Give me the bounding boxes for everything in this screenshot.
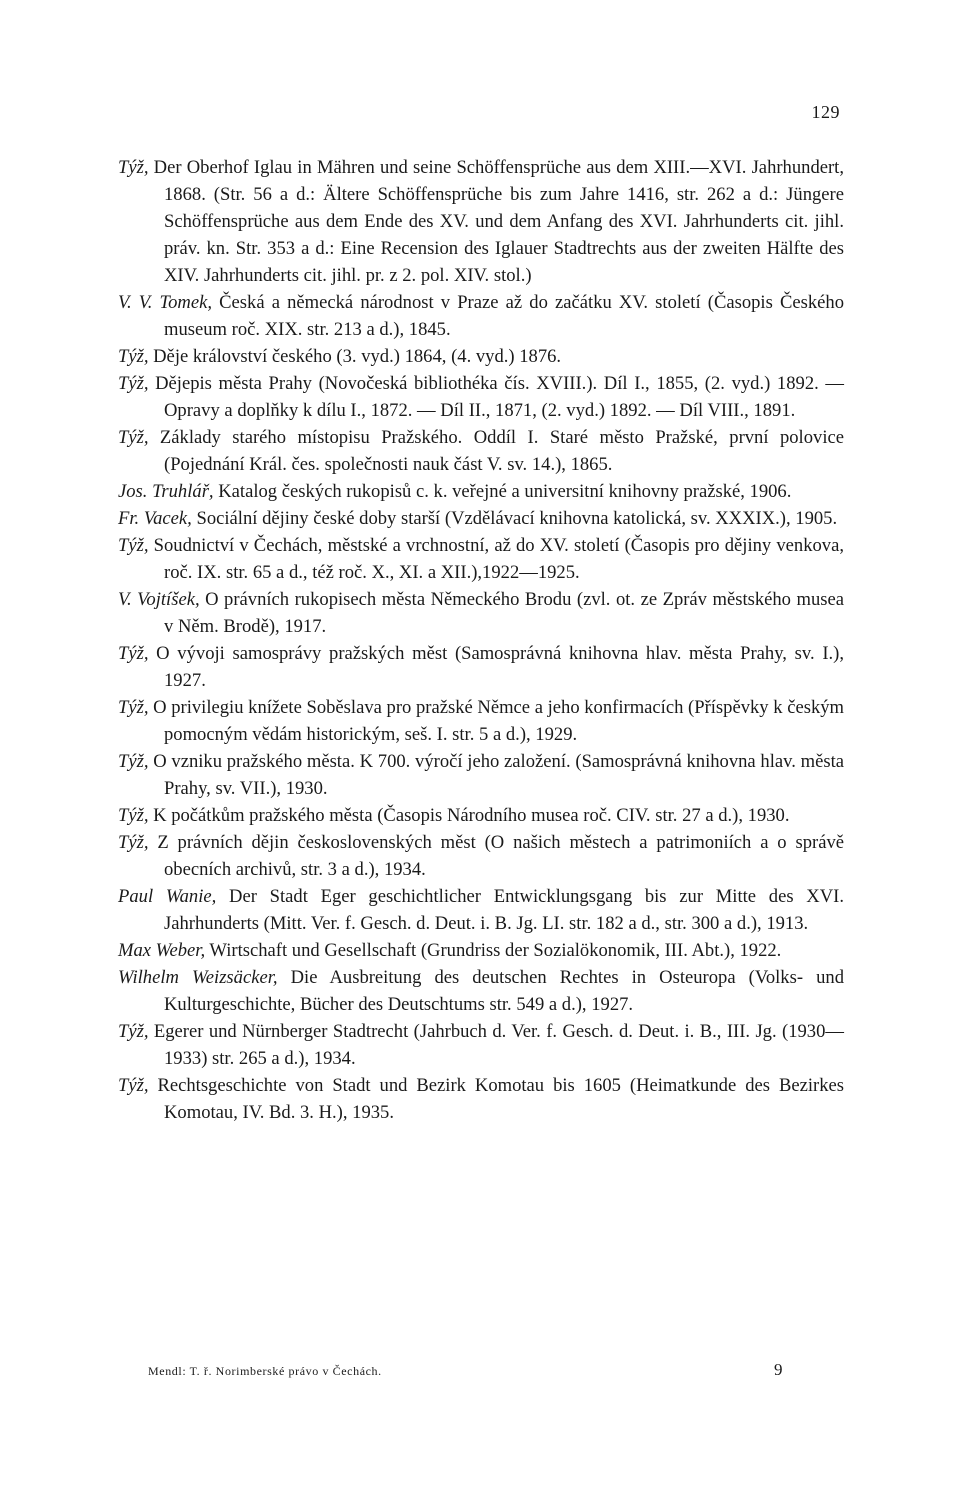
entry-text: Česká a německá národnost v Praze až do začátku XV. století (Časopis Českého museum roč. XIX. str. 213 a d.), 1845. xyxy=(164,292,845,340)
entry-author: Týž, xyxy=(118,373,149,394)
entry-text: O privilegiu knížete Soběslava pro pražské Němce a jeho konfirmacích (Příspěvky k českým pomocným vědám historickým, seš. I. str. 5 a d.), 1929. xyxy=(148,697,844,745)
entry-author: Paul Wanie, xyxy=(118,886,217,907)
bibliography-entry xyxy=(118,532,844,586)
entry-author: Týž, xyxy=(118,346,149,367)
entry-author: Wilhelm Weizsäcker, xyxy=(118,967,278,988)
entry-author: V. Vojtíšek, xyxy=(118,589,200,610)
entry-text: Katalog českých rukopisů c. k. veřejné a universitní knihovny pražské, 1906. xyxy=(213,481,792,502)
bibliography-entry xyxy=(118,289,844,343)
entry-text: K počátkům pražského města (Časopis Národního musea roč. CIV. str. 27 a d.), 1930. xyxy=(148,805,790,826)
entry-author: Týž, xyxy=(118,1021,149,1042)
entry-author: Týž, xyxy=(118,751,149,772)
entry-text: Wirtschaft und Gesellschaft (Grundriss der Sozialökonomik, III. Abt.), 1922. xyxy=(205,940,782,961)
bibliography-entry xyxy=(118,343,844,370)
entry-text: Sociální dějiny české doby starší (Vzdělávací knihovna katolická, sv. XXXIX.), 1905. xyxy=(191,508,838,529)
entry-author: Týž, xyxy=(118,805,149,826)
bibliography-entry xyxy=(118,478,844,505)
bibliography-entry xyxy=(118,1018,844,1072)
entry-text: Soudnictví v Čechách, městské a vrchnostní, až do XV. století (Časopis pro dějiny venkova, roč. IX. str. 65 a d., též roč. X., XI. a XII.),1922—1925. xyxy=(148,535,844,583)
bibliography-entry xyxy=(118,1072,844,1126)
sheet-number: 9 xyxy=(774,1360,784,1379)
entry-text: O vzniku pražského města. K 700. výročí jeho založení. (Samosprávná knihovna hlav. města Prahy, sv. VII.), 1930. xyxy=(148,751,844,799)
bibliography-entry xyxy=(118,154,844,289)
entry-author: Týž, xyxy=(118,157,149,178)
bibliography-entry xyxy=(118,802,844,829)
entry-text: Der Stadt Eger geschichtlicher Entwicklungsgang bis zur Mitte des XVI. Jahrhunderts (Mitt. Ver. f. Gesch. d. Deut. i. B. Jg. LI. str. 182 a d., str. 300 a d.), 1913. xyxy=(164,886,844,934)
entry-author: Jos. Truhlář, xyxy=(118,481,214,502)
bibliography-entry xyxy=(118,505,844,532)
entry-text: Dějepis města Prahy (Novočeská bibliothéka čís. XVIII.). Díl I., 1855, (2. vyd.) 1892. — Opravy a doplňky k dílu I., 1872. — Díl II., 1871, (2. vyd.) 1892. — Díl VIII., 1891. xyxy=(148,373,844,421)
bibliography-entry xyxy=(118,964,844,1018)
entry-author: Týž, xyxy=(118,643,149,664)
entry-author: Týž, xyxy=(118,427,149,448)
entry-text: Egerer und Nürnberger Stadtrecht (Jahrbuch d. Ver. f. Gesch. d. Deut. i. B., III. Jg. (1930—1933) str. 265 a d.), 1934. xyxy=(148,1021,844,1069)
footer-signature: Mendl: T. ř. Norimberské právo v Čechách. xyxy=(148,1364,382,1378)
entry-author: Týž, xyxy=(118,1075,149,1096)
entry-author: V. V. Tomek, xyxy=(118,292,213,313)
bibliography-entry xyxy=(118,883,844,937)
bibliography-entry xyxy=(118,424,844,478)
entry-text: Základy starého místopisu Pražského. Oddíl I. Staré město Pražské, první polovice (Pojednání Král. čes. společnosti nauk část V. sv. 14.), 1865. xyxy=(148,427,844,475)
entry-author: Týž, xyxy=(118,697,149,718)
entry-author: Týž, xyxy=(118,832,149,853)
entry-author: Max Weber, xyxy=(118,940,206,961)
entry-text: Děje království českého (3. vyd.) 1864, (4. vyd.) 1876. xyxy=(148,346,562,367)
bibliography-entry xyxy=(118,640,844,694)
entry-author: Fr. Vacek, xyxy=(118,508,192,529)
entry-text: Die Ausbreitung des deutschen Rechtes in Osteuropa (Volks- und Kulturgeschichte, Bücher des Deutschtums str. 549 a d.), 1927. xyxy=(164,967,844,1015)
bibliography-entry xyxy=(118,370,844,424)
entry-text: Der Oberhof Iglau in Mähren und seine Schöffensprüche aus dem XIII.—XVI. Jahrhundert, 1868. (Str. 56 a d.: Ältere Schöffensprüche bis zum Jahre 1416, str. 262 a d.: Jüngere Schöffensprüche aus dem Ende des XV. und dem Anfang des XVI. Jahrhunderts cit. jihl. práv. kn. Str. 353 a d.: Eine Recension des Iglauer Stadtrechts aus der zweiten Hälfte des XIV. Jahrhunderts cit. jihl. pr. z 2. pol. XIV. stol.) xyxy=(148,157,844,286)
bibliography-entry xyxy=(118,937,844,964)
bibliography-entry xyxy=(118,748,844,802)
bibliography-list xyxy=(118,154,844,1126)
entry-text: O vývoji samosprávy pražských měst (Samosprávná knihovna hlav. města Prahy, sv. I.), 1927. xyxy=(148,643,844,691)
bibliography-entry xyxy=(118,829,844,883)
bibliography-entry xyxy=(118,586,844,640)
entry-author: Týž, xyxy=(118,535,149,556)
entry-text: Z právních dějin československých měst (O našich městech a patrimoniích a o správě obecních archivů, str. 3 a d.), 1934. xyxy=(148,832,844,880)
entry-text: O právních rukopisech města Německého Brodu (zvl. ot. ze Zpráv městského musea v Něm. Brodě), 1917. xyxy=(164,589,844,637)
bibliography-entry xyxy=(118,694,844,748)
page-number: 129 xyxy=(811,102,840,122)
entry-text: Rechtsgeschichte von Stadt und Bezirk Komotau bis 1605 (Heimatkunde des Bezirkes Komotau, IV. Bd. 3. H.), 1935. xyxy=(148,1075,844,1123)
